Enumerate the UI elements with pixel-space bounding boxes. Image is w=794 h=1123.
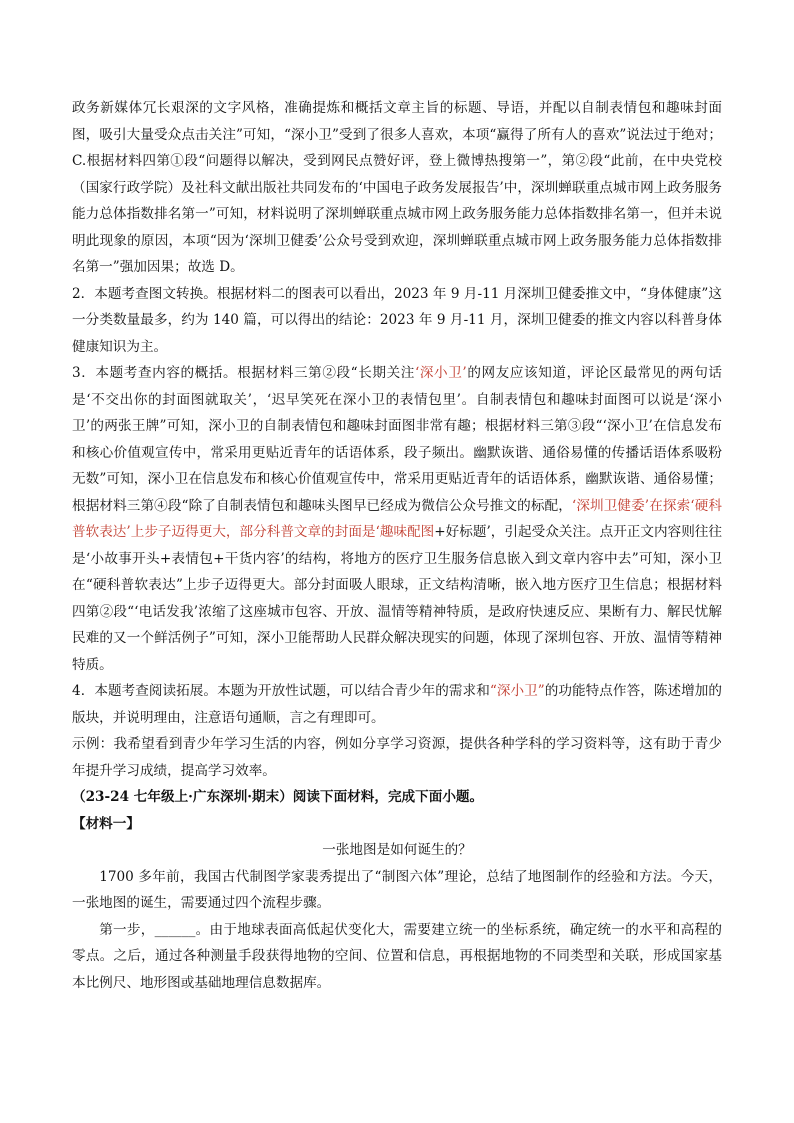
answer-paragraph-2: 2．本题考查图文转换。根据材料二的图表可以看出，2023 年 9 月-11 月深圳卫健委推文中，“身体健康”这一分类数量最多，约为 140 篇，可以得出的结论：2023 年 9 月-11 月，深圳卫健委的推文内容以科普身体健康知识为主。: [72, 285, 722, 355]
article-paragraph-2: [72, 917, 722, 997]
material-heading: 【材料一】: [72, 815, 140, 832]
answer-paragraph-1: 政务新媒体冗长艰深的文字风格，准确提炼和概括文章主旨的标题、导语，并配以自制表情包和趣味封面图，吸引大量受众点击关注”可知，“深小卫”受到了很多人喜欢，本项“赢得了所有人的喜欢”说法过于绝对；C.根据材料四第①段“问题得以解决，受到网民点赞好评，登上微博热搜第一”，第②段“此前，在中央党校（国家行政学院）及社科文献出版社共同发布的‘中国电子政务发展报告’中，深圳蝉联重点城市网上政务服务能力总体指数排名第一”可知，材料说明了深圳蝉联重点城市网上政务服务能力总体指数排名第一，但并未说明此现象的原因，本项“因为‘深圳卫健委’公众号受到欢迎，深圳蝉联重点城市网上政务服务能力总体指数排名第一”强加因果；故选 D。: [72, 100, 722, 275]
text-run: 3．本题考查内容的概括。根据材料三第②段“长期关注: [72, 365, 415, 381]
article-paragraph-1: 1700 多年前，我国古代制图学家裴秀提出了“制图六体”理论，总结了地图制作的经验和方法。今天，一张地图的诞生，需要通过四个流程步骤。: [72, 868, 722, 911]
answer-paragraph-3: [72, 360, 722, 678]
text-run: 。由于地球表面高低起伏变化大，需要建立统一的坐标系统，确定统一的水平和高程的零点。之后，通过各种测量手段获得地物的空间、位置和信息，再根据地物的不同类型和关联，形成国家基本比例尺、地形图或基础地理信息数据库。: [72, 921, 723, 991]
text-run: 的功能特点作答，陈述增加的版块，并说明理由，注意语句通顺，言之有理即可。: [72, 683, 722, 726]
article-title: 一张地图是如何诞生的？: [322, 842, 472, 858]
question-source: （23-24 七年级上·广东深圳·期末）阅读下面材料，完成下面小题。: [72, 789, 484, 805]
text-run: 4．本题考查阅读拓展。本题为开放性试题，可以结合青少年的需求和: [72, 683, 490, 699]
highlighted-quote: ‘深圳卫健委’在探索‘硬科普软表达’上步子迈得更大，部分科普文章的封面是‘趣味配图: [72, 497, 722, 540]
text-run: 第一步，: [99, 921, 155, 938]
text-run: 的网友应该知道，评论区最常见的两句话是‘不交出你的封面图就取关’，‘迟早笑死在深小卫的表情包里’。自制表情包和趣味封面图可以说是‘深小卫’的两张王牌”可知，深小卫的自制表情包和趣味封面图非常有趣；根据材料三第③段“‘深小卫’在信息发布和核心价值观宣传中，常采用更贴近青年的话语体系，段子频出。幽默诙谐、通俗易懂的传播话语体系吸粉无数”可知，深小卫在信息发布和核心价值观宣传中，常采用更贴近青年的话语体系，幽默诙谐、通俗易懂；根据材料三第④段“除了自制表情包和趣味头图早已经成为微信公众号推文的标配，: [72, 365, 722, 514]
highlighted-quote: ‘深小卫’: [414, 365, 467, 381]
fill-in-blank: ______: [154, 921, 196, 938]
highlighted-quote: “深小卫”: [489, 683, 545, 699]
text-run: +好标题’，引起受众关注。点开正文内容则往往是‘小故事开头+表情包+干货内容’的结构，将地方的医疗卫生服务信息嵌入到文章内容中去”可知，深小卫在“硬科普软表达”上步子迈得更大。部分封面吸人眼球，正文结构清晰，嵌入地方医疗卫生信息；根据材料四第②段“‘电话发我’浓缩了这座城市包容、开放、温情等精神特质，是政府快速反应、果断有力、解民忧解民难的又一个鲜活例子”可知，深小卫能帮助人民群众解决现实的问题，体现了深圳包容、开放、温情等精神特质。: [72, 524, 722, 673]
answer-paragraph-4: [72, 678, 722, 731]
example-answer: 示例：我希望看到青少年学习生活的内容，例如分享学习资源，提供各种学科的学习资料等，这有助于青少年提升学习成绩，提高学习效率。: [72, 736, 722, 779]
